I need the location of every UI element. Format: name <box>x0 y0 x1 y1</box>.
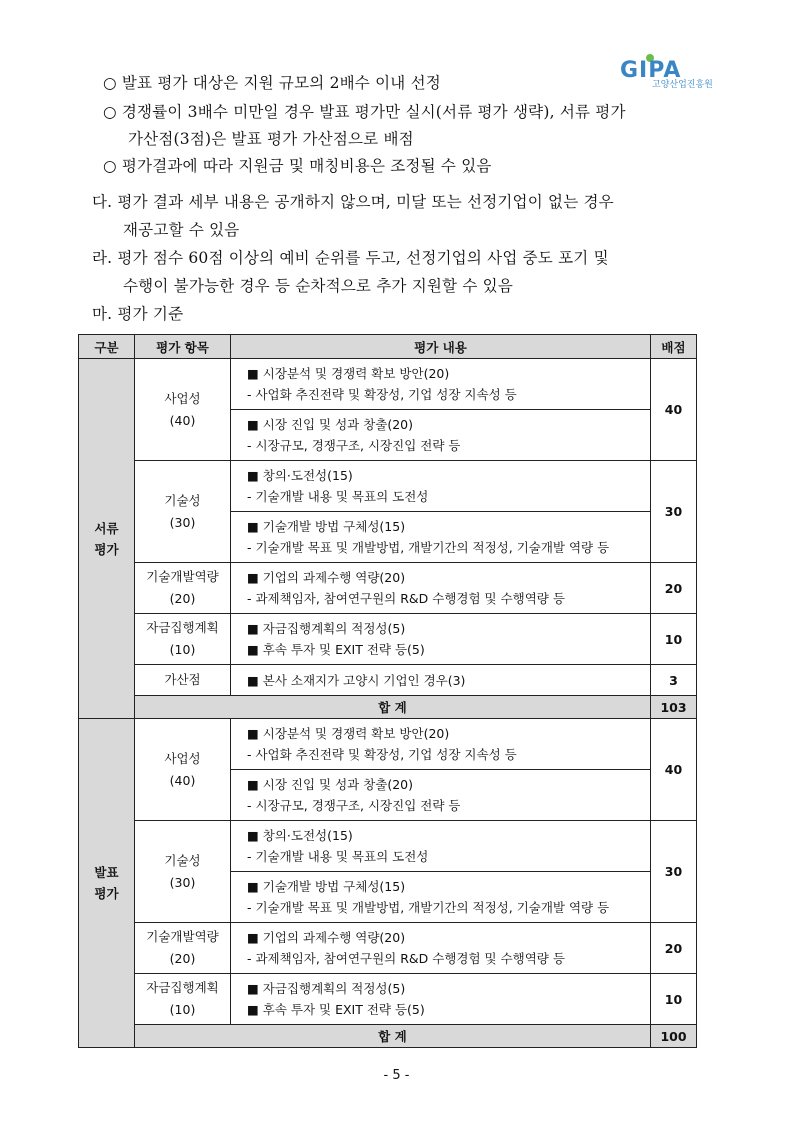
score-cell: 40 <box>651 359 697 461</box>
section-line: 라. 평가 점수 60점 이상의 예비 순위를 두고, 선정기업의 사업 중도 포기 및 <box>92 249 609 267</box>
criteria-cell: ■ 시장 진입 및 성과 창출(20) - 시장규모, 경쟁구조, 시장진입 전략 등 <box>231 410 651 461</box>
item-technology: 기술성 (30) <box>135 461 231 563</box>
bullet-line: ○ 경쟁률이 3배수 미만일 경우 발표 평가만 실시(서류 평가 생략), 서류 평가 <box>103 103 626 121</box>
sum-score: 103 <box>651 696 697 719</box>
criteria-cell: ■ 창의·도전성(15) - 기술개발 내용 및 목표의 도전성 <box>231 461 651 512</box>
item-business: 사업성 (40) <box>135 719 231 821</box>
item-funding: 자금집행계획 (10) <box>135 614 231 665</box>
criteria-cell: ■ 본사 소재지가 고양시 기업인 경우(3) <box>231 665 651 696</box>
section-line: 재공고할 수 있음 <box>123 221 240 239</box>
score-cell: 20 <box>651 563 697 614</box>
score-cell: 20 <box>651 923 697 974</box>
logo-subtitle: 고양산업진흥원 <box>652 80 713 90</box>
table-row <box>79 359 697 410</box>
criteria-cell: ■ 기업의 과제수행 역량(20) - 과제책임자, 참여연구원의 R&D 수행경험 및 수행역량 등 <box>231 563 651 614</box>
table-row <box>79 665 697 696</box>
item-technology: 기술성 (30) <box>135 821 231 923</box>
logo-mark: GIPA <box>620 58 682 83</box>
score-cell: 40 <box>651 719 697 821</box>
table-row <box>79 696 697 719</box>
criteria-cell: ■ 기업의 과제수행 역량(20) - 과제책임자, 참여연구원의 R&D 수행경험 및 수행역량 등 <box>231 923 651 974</box>
item-bonus: 가산점 <box>135 665 231 696</box>
table-row <box>79 1025 697 1048</box>
score-cell: 30 <box>651 821 697 923</box>
score-cell: 10 <box>651 974 697 1025</box>
item-business: 사업성 (40) <box>135 359 231 461</box>
header-content: 평가 내용 <box>231 335 651 359</box>
header-category: 구분 <box>79 335 135 359</box>
table-row <box>79 461 697 512</box>
table-row <box>79 563 697 614</box>
evaluation-criteria-table <box>78 334 697 1048</box>
header-score: 배점 <box>651 335 697 359</box>
criteria-cell: ■ 자금집행계획의 적정성(5) ■ 후속 투자 및 EXIT 전략 등(5) <box>231 974 651 1025</box>
gipa-logo <box>620 52 713 90</box>
criteria-cell: ■ 창의·도전성(15) - 기술개발 내용 및 목표의 도전성 <box>231 821 651 872</box>
criteria-cell: ■ 기술개발 방법 구체성(15) - 기술개발 목표 및 개발방법, 개발기간의 적정성, 기술개발 역량 등 <box>231 872 651 923</box>
bullet-line: ○ 발표 평가 대상은 지원 규모의 2배수 이내 선정 <box>103 74 441 92</box>
score-cell: 30 <box>651 461 697 563</box>
sum-label: 합 계 <box>135 696 651 719</box>
criteria-cell: ■ 시장 진입 및 성과 창출(20) - 시장규모, 경쟁구조, 시장진입 전략 등 <box>231 770 651 821</box>
section-line: 다. 평가 결과 세부 내용은 공개하지 않으며, 미달 또는 선정기업이 없는 경우 <box>92 193 614 211</box>
table-row <box>79 821 697 872</box>
criteria-cell: ■ 시장분석 및 경쟁력 확보 방안(20) - 사업화 추진전략 및 확장성, 기업 성장 지속성 등 <box>231 719 651 770</box>
category-presentation: 발표 평가 <box>79 719 135 1048</box>
score-cell: 3 <box>651 665 697 696</box>
item-funding: 자금집행계획 (10) <box>135 974 231 1025</box>
page-number: - 5 - <box>383 1068 410 1083</box>
item-capability: 기술개발역량 (20) <box>135 923 231 974</box>
category-document: 서류 평가 <box>79 359 135 719</box>
section-heading: 마. 평가 기준 <box>92 305 184 323</box>
criteria-cell: ■ 자금집행계획의 적정성(5) ■ 후속 투자 및 EXIT 전략 등(5) <box>231 614 651 665</box>
item-capability: 기술개발역량 (20) <box>135 563 231 614</box>
sum-label: 합 계 <box>135 1025 651 1048</box>
criteria-cell: ■ 시장분석 및 경쟁력 확보 방안(20) - 사업화 추진전략 및 확장성, 기업 성장 지속성 등 <box>231 359 651 410</box>
bullet-line: ○ 평가결과에 따라 지원금 및 매칭비용은 조정될 수 있음 <box>103 157 492 175</box>
table-row <box>79 974 697 1025</box>
table-row <box>79 923 697 974</box>
bullet-line: 가산점(3점)은 발표 평가 가산점으로 배점 <box>128 130 414 148</box>
section-line: 수행이 불가능한 경우 등 순차적으로 추가 지원할 수 있음 <box>123 277 513 295</box>
sum-score: 100 <box>651 1025 697 1048</box>
table-header-row <box>79 335 697 359</box>
table-row <box>79 719 697 770</box>
score-cell: 10 <box>651 614 697 665</box>
criteria-cell: ■ 기술개발 방법 구체성(15) - 기술개발 목표 및 개발방법, 개발기간의 적정성, 기술개발 역량 등 <box>231 512 651 563</box>
table-row <box>79 614 697 665</box>
header-item: 평가 항목 <box>135 335 231 359</box>
